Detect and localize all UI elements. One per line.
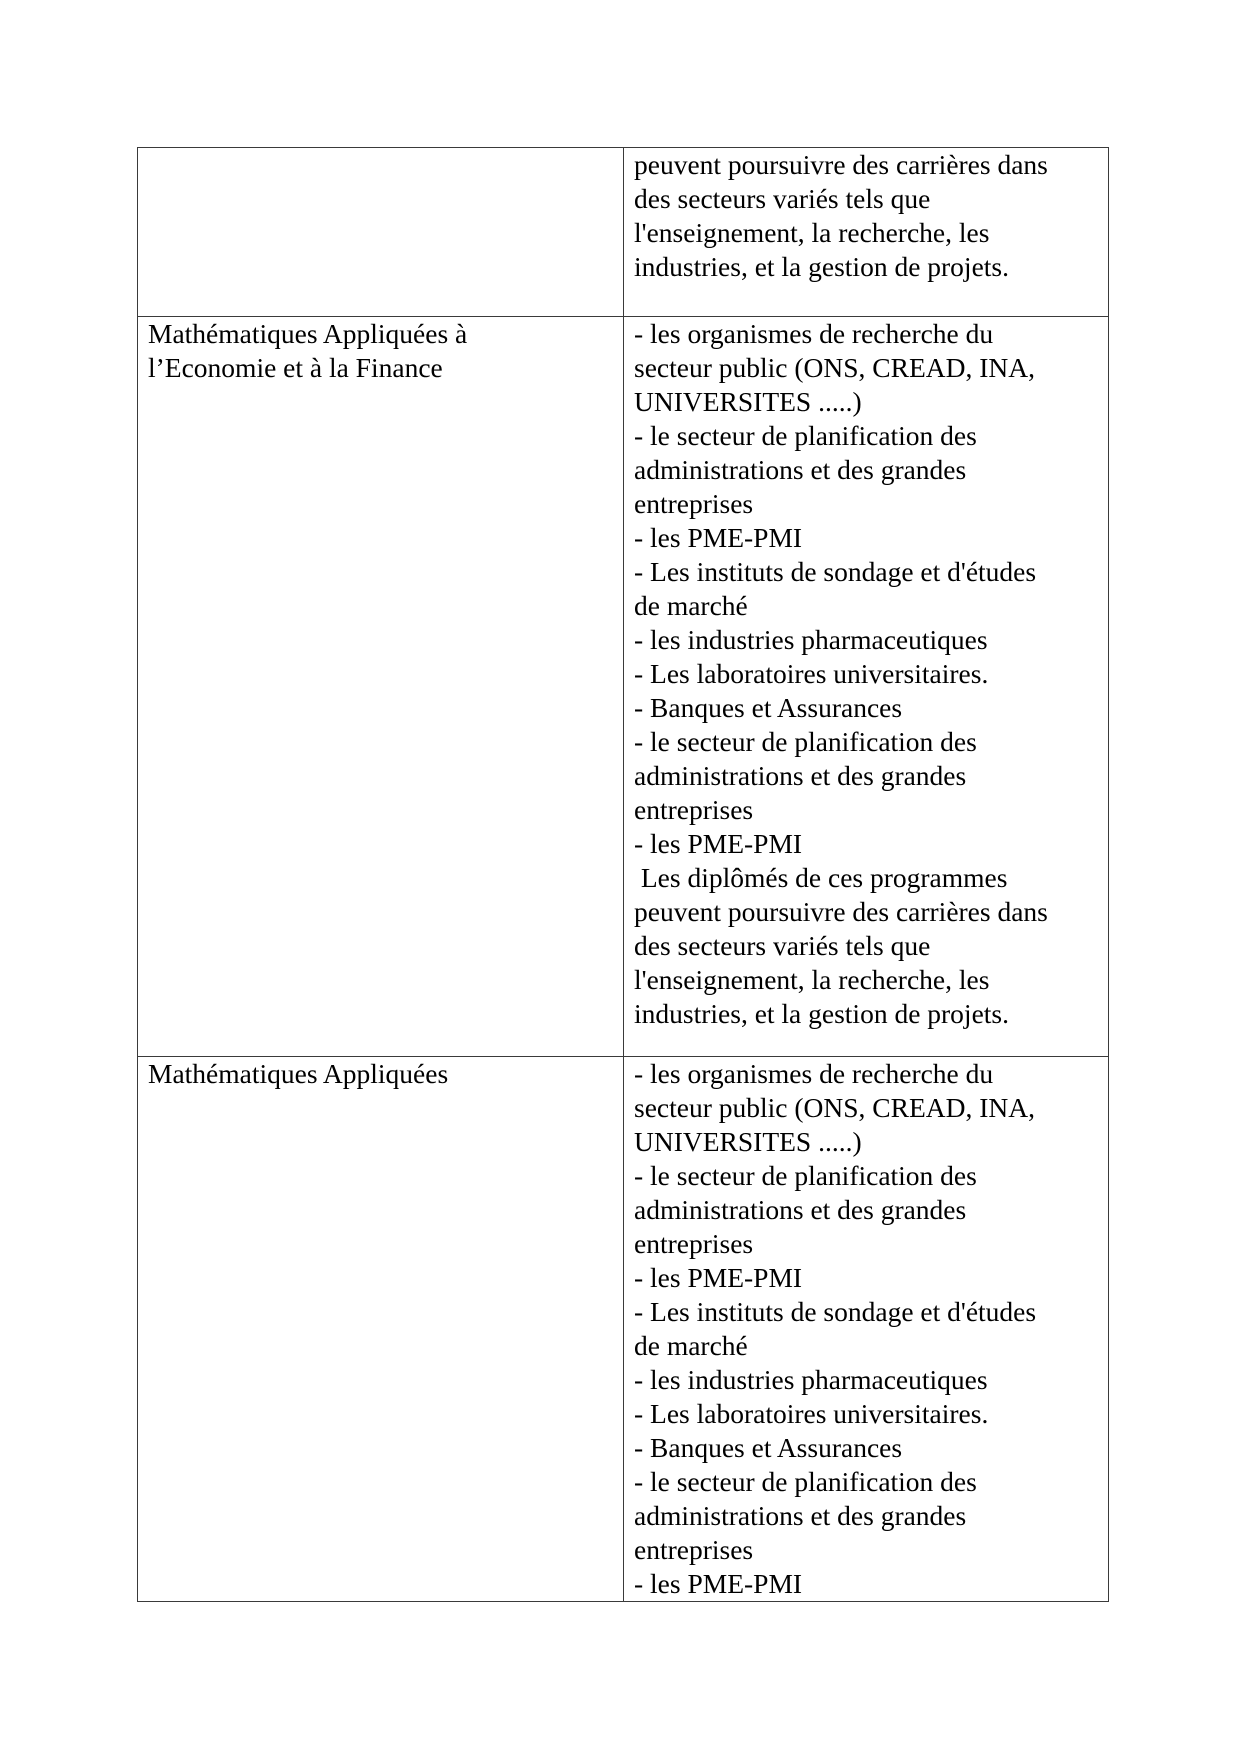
careers-cell — [624, 148, 1109, 317]
careers-line: administrations et des grandes — [634, 1194, 967, 1225]
careers-line: - Les instituts de sondage et d'études — [634, 556, 1037, 587]
careers-line: Les diplômés de ces programmes — [634, 862, 1008, 893]
careers-line: entreprises — [634, 1534, 754, 1565]
careers-line: secteur public (ONS, CREAD, INA, — [634, 1092, 1035, 1123]
careers-line: - Les instituts de sondage et d'études — [634, 1296, 1037, 1327]
careers-line: peuvent poursuivre des carrières dans — [634, 896, 1048, 927]
careers-line: - les PME-PMI — [634, 828, 803, 859]
careers-line: UNIVERSITES .....) — [634, 1126, 862, 1157]
careers-line: entreprises — [634, 488, 754, 519]
careers-line: industries, et la gestion de projets. — [634, 998, 1009, 1029]
careers-line: des secteurs variés tels que — [634, 930, 931, 961]
careers-line: - Banques et Assurances — [634, 692, 903, 723]
careers-line: - les PME-PMI — [634, 1568, 803, 1599]
careers-line: - les organismes de recherche du — [634, 1058, 994, 1089]
careers-line: - le secteur de planification des — [634, 1160, 977, 1191]
careers-cell — [624, 317, 1109, 1057]
careers-line: - le secteur de planification des — [634, 726, 977, 757]
careers-line: de marché — [634, 1330, 748, 1361]
careers-line: administrations et des grandes — [634, 454, 967, 485]
careers-line: secteur public (ONS, CREAD, INA, — [634, 352, 1035, 383]
program-cell — [138, 317, 624, 1057]
careers-line: administrations et des grandes — [634, 1500, 967, 1531]
programs-careers-table — [137, 147, 1109, 1602]
careers-line: peuvent poursuivre des carrières dans — [634, 149, 1048, 180]
careers-line: entreprises — [634, 794, 754, 825]
program-cell — [138, 1057, 624, 1602]
careers-line: UNIVERSITES .....) — [634, 386, 862, 417]
program-name-line: Mathématiques Appliquées à — [148, 318, 468, 349]
careers-line: - le secteur de planification des — [634, 1466, 977, 1497]
program-name-line: Mathématiques Appliquées — [148, 1058, 449, 1089]
careers-line: l'enseignement, la recherche, les — [634, 217, 990, 248]
table-row — [138, 317, 1109, 1057]
program-cell — [138, 148, 624, 317]
careers-cell — [624, 1057, 1109, 1602]
careers-line: - les PME-PMI — [634, 1262, 803, 1293]
careers-line: - les PME-PMI — [634, 522, 803, 553]
careers-line: - Les laboratoires universitaires. — [634, 1398, 989, 1429]
careers-line: administrations et des grandes — [634, 760, 967, 791]
table-row — [138, 1057, 1109, 1602]
careers-line: des secteurs variés tels que — [634, 183, 931, 214]
careers-line: - Banques et Assurances — [634, 1432, 903, 1463]
careers-line: - le secteur de planification des — [634, 420, 977, 451]
careers-line: entreprises — [634, 1228, 754, 1259]
careers-line: - les industries pharmaceutiques — [634, 1364, 988, 1395]
careers-line: de marché — [634, 590, 748, 621]
careers-line: - les organismes de recherche du — [634, 318, 994, 349]
careers-line: industries, et la gestion de projets. — [634, 251, 1009, 282]
careers-line: l'enseignement, la recherche, les — [634, 964, 990, 995]
program-name-line: l’Economie et à la Finance — [148, 352, 443, 383]
careers-line: - Les laboratoires universitaires. — [634, 658, 989, 689]
careers-line: - les industries pharmaceutiques — [634, 624, 988, 655]
table-row — [138, 148, 1109, 317]
